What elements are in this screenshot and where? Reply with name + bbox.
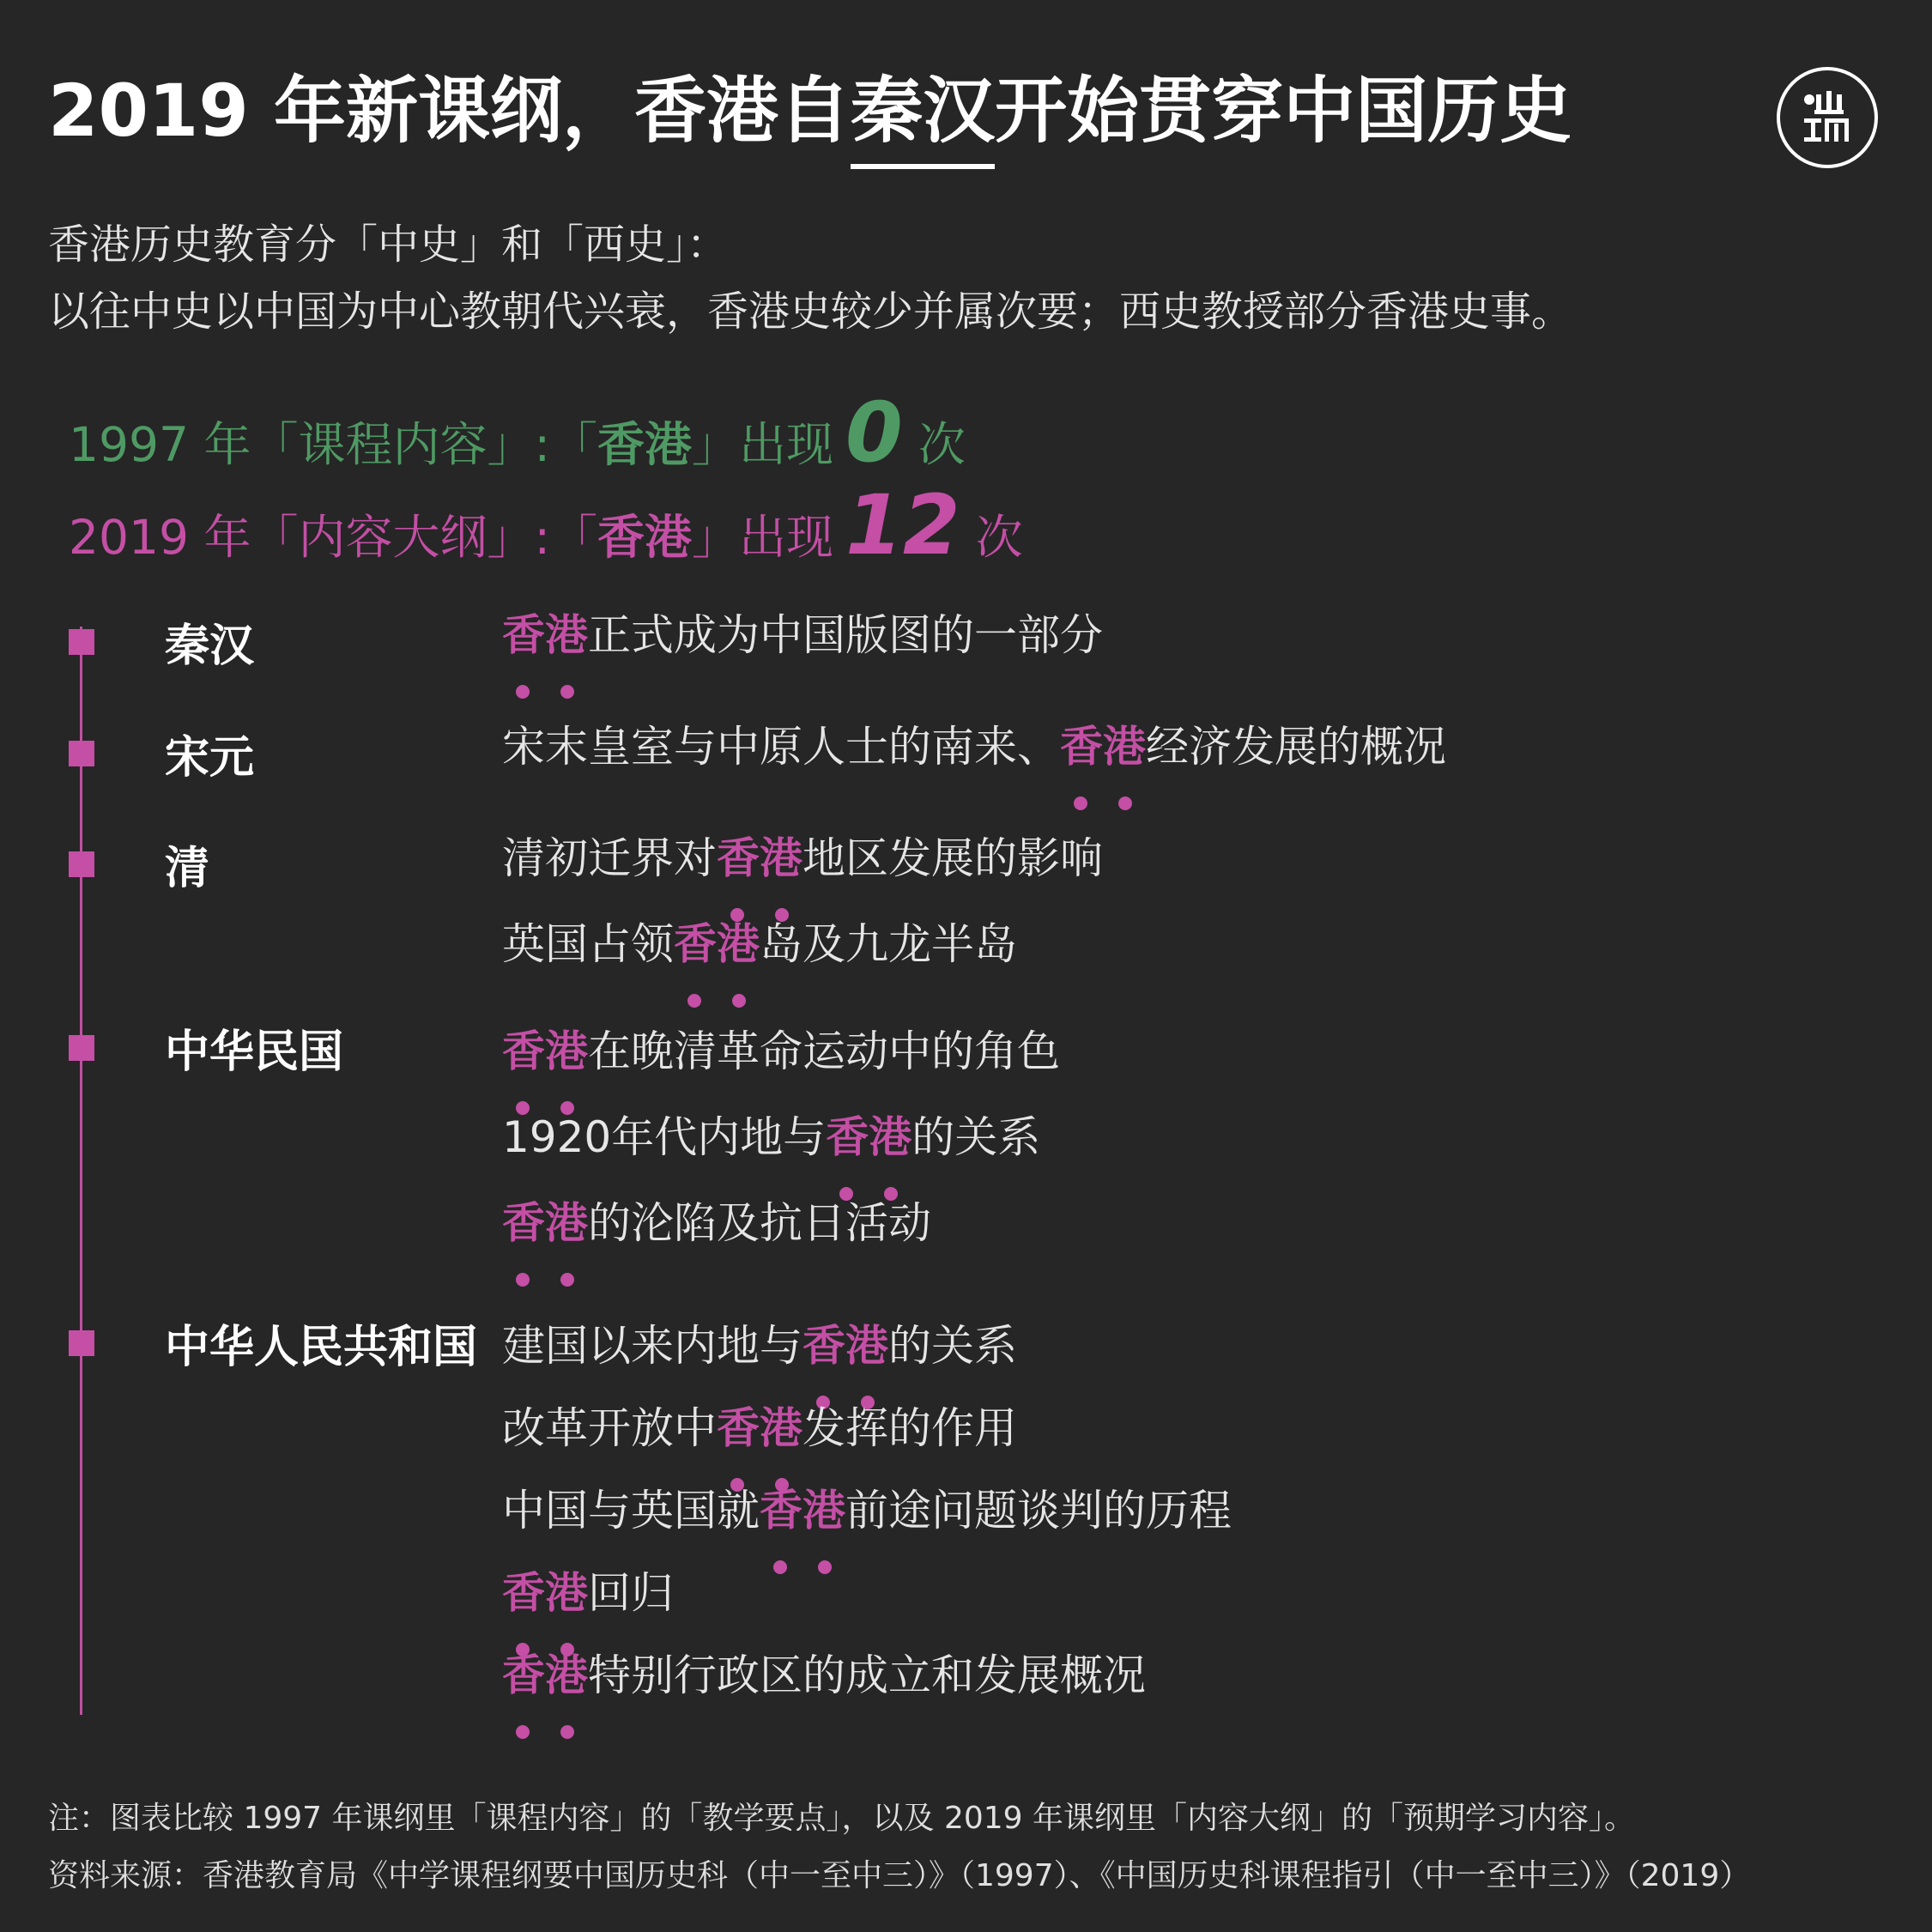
hk-word: 香港 [802,1321,888,1371]
topic-item [502,1311,1017,1373]
hk-highlight [1060,712,1146,774]
timeline-line [80,627,82,1715]
era-label: 清 [165,842,210,894]
topic-item [502,1017,1060,1079]
hk-highlight [502,1641,588,1703]
emphasis-dot-icon [687,994,701,1008]
stat-1997-middle: 」出现 [692,417,834,472]
emphasis-dot-icon [773,1560,787,1574]
topic-after: 前途问题谈判的历程 [845,1486,1232,1535]
hk-highlight [826,1103,911,1165]
hk-word: 香港 [502,1650,588,1700]
hk-word: 香港 [502,1027,588,1076]
hk-highlight [502,601,588,663]
topic-after: 地区发展的影响 [802,833,1103,883]
era-marker-icon [69,1035,94,1061]
topic-item [502,1189,931,1251]
topic-before: 英国占领 [502,919,674,969]
topic-after: 正式成为中国版图的一部分 [588,610,1103,660]
hk-word: 香港 [760,1486,845,1535]
hk-highlight [674,910,760,972]
emphasis-dot-icon [560,1273,574,1287]
topic-after: 发挥的作用 [802,1403,1017,1453]
hk-word: 香港 [502,1568,588,1618]
hk-highlight [502,1559,588,1620]
stat-2019-prefix: 2019 年「内容大纲」:「 [69,510,597,565]
era-marker-icon [69,629,94,655]
topic-item [502,1103,1040,1165]
topic-before: 宋末皇室与中原人士的南来、 [502,722,1060,772]
stat-2019-keyword: 香港 [597,510,692,565]
hk-highlight [717,824,802,886]
era-marker-icon [69,1330,94,1356]
stat-2019 [69,477,1023,573]
page-title [48,53,1572,157]
stat-2019-middle: 」出现 [692,510,834,565]
topic-item [502,824,1103,886]
era-prc [69,1311,477,1375]
intro-line-2: 以往中史以中国为中心教朝代兴衰，香港史较少并属次要；西史教授部分香港史事。 [48,288,1573,336]
hk-word: 香港 [1060,722,1146,772]
era-roc [69,1015,343,1080]
topic-before: 改革开放中 [502,1403,717,1453]
topic-item [502,910,1017,972]
topic-item [502,601,1103,663]
stat-2019-count: 12 [845,477,960,573]
hk-highlight [760,1476,845,1538]
stat-2019-suffix: 次 [975,510,1023,565]
era-qinhan [69,609,254,674]
stat-1997-keyword: 香港 [597,417,692,472]
era-label: 中华人民共和国 [165,1321,478,1373]
logo-glyph-icon [1797,88,1857,148]
intro-text [48,211,1572,345]
hk-highlight [502,1017,588,1079]
hk-word: 香港 [674,919,760,969]
brand-logo-icon[interactable] [1777,67,1878,168]
hk-highlight [502,1189,588,1251]
topic-after: 经济发展的概况 [1146,722,1446,772]
stat-1997-prefix: 1997 年「课程内容」:「 [69,417,597,472]
topic-after: 的沦陷及抗日活动 [588,1198,931,1248]
title-underlined: 秦汉 [851,53,995,157]
topic-item [502,712,1446,774]
topic-item [502,1641,1146,1703]
topic-after: 特别行政区的成立和发展概况 [588,1650,1146,1700]
emphasis-dot-icon [560,685,574,699]
topic-before: 建国以来内地与 [502,1321,802,1371]
emphasis-dot-icon [732,994,746,1008]
era-marker-icon [69,851,94,877]
era-label: 宋元 [165,731,255,784]
stat-1997-count: 0 [845,385,903,481]
topic-after: 岛及九龙半岛 [760,919,1017,969]
hk-highlight [802,1311,888,1373]
hk-word: 香港 [717,833,802,883]
emphasis-dot-icon [1074,796,1087,810]
emphasis-dot-icon [516,1725,530,1739]
emphasis-dot-icon [516,685,530,699]
hk-word: 香港 [502,610,588,660]
era-songyuan [69,721,254,785]
emphasis-dot-icon [818,1560,832,1574]
topic-after: 的关系 [888,1321,1017,1371]
hk-word: 香港 [826,1112,912,1162]
topic-before: 中国与英国就 [502,1486,760,1535]
intro-line-1: 香港历史教育分「中史」和「西史」： [48,221,729,269]
topic-item [502,1476,1232,1538]
footnote-source: 资料来源：香港教育局《中学课程纲要中国历史科（中一至中三）》（1997）、《中国历史科课程指引（中一至中三）》（2019） [48,1858,1751,1893]
topic-item [502,1394,1017,1456]
era-marker-icon [69,741,94,766]
era-label: 中华民国 [165,1026,344,1078]
topic-item [502,1559,674,1620]
stat-1997 [69,385,966,481]
topic-after: 的关系 [911,1112,1041,1162]
emphasis-dot-icon [560,1725,574,1739]
topic-after: 在晚清革命运动中的角色 [588,1027,1060,1076]
emphasis-dot-icon [1118,796,1132,810]
title-after: 开始贯穿中国历史 [995,69,1572,153]
topic-before: 1920年代内地与 [502,1112,827,1162]
era-qing [69,832,209,896]
hk-word: 香港 [502,1198,588,1248]
hk-word: 香港 [717,1403,802,1453]
emphasis-dot-icon [516,1273,530,1287]
stat-1997-suffix: 次 [918,417,966,472]
footnote-note: 注：图表比较 1997 年课纲里「课程内容」的「教学要点」，以及 2019 年课纲里「内容大纲」的「预期学习内容」。 [48,1801,1636,1836]
hk-highlight [717,1394,802,1456]
topic-after: 回归 [588,1568,674,1618]
topic-before: 清初迁界对 [502,833,717,883]
era-label: 秦汉 [165,620,255,672]
title-before: 2019 年新课纲，香港自 [48,69,851,153]
